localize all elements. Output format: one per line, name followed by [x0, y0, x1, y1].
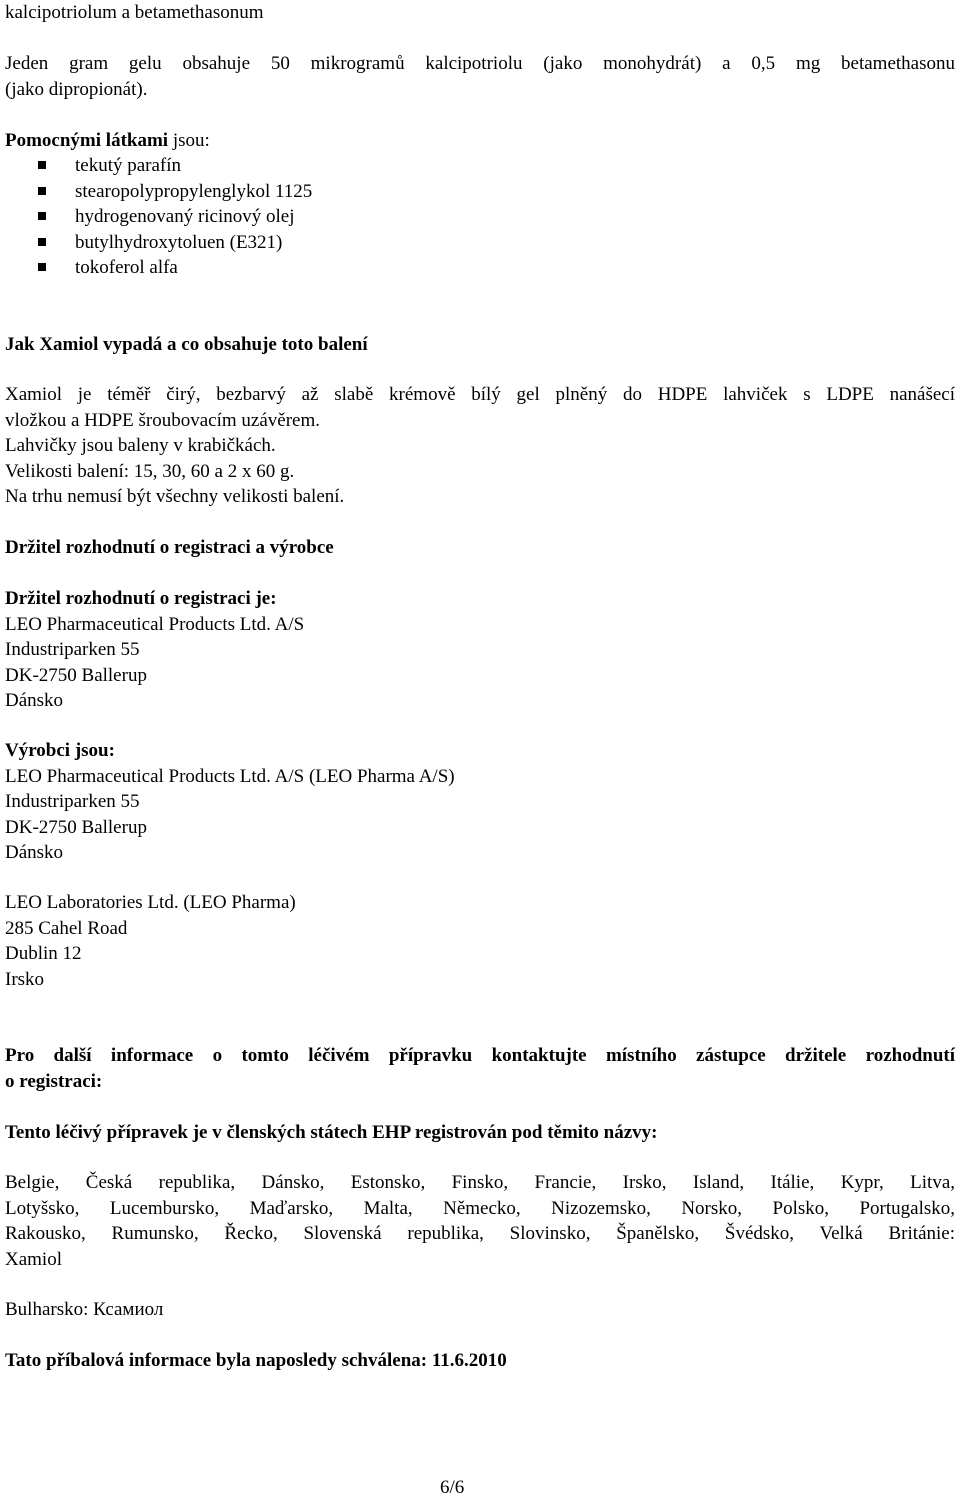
eea-line-1: Belgie, Česká republika, Dánsko, Estonsko, Finsko, Francie, Irsko, Island, Itálie, Kypr, Litva, [5, 1172, 955, 1193]
list-item: tekutý parafín [5, 153, 605, 179]
manufacturer-address-line: LEO Pharmaceutical Products Ltd. A/S (LEO Pharma A/S) [5, 765, 455, 787]
appearance-heading: Jak Xamiol vypadá a co obsahuje toto balení [5, 334, 368, 355]
square-bullet-icon [38, 238, 46, 246]
list-item: hydrogenovaný ricinový olej [5, 204, 605, 230]
square-bullet-icon [38, 212, 46, 220]
excipients-label [5, 128, 955, 154]
list-item: stearopolypropylenglykol 1125 [5, 179, 605, 205]
composition-line-1: Jeden gram gelu obsahuje 50 mikrogramů kalcipotriolu (jako monohydrát) a 0,5 mg betamethasonu [5, 53, 955, 74]
eea-line-4: Xamiol [5, 1248, 62, 1270]
holder-address-line: LEO Pharmaceutical Products Ltd. A/S [5, 613, 305, 635]
product-name: kalcipotriolum a betamethasonum [5, 2, 264, 23]
eea-heading: Tento léčivý přípravek je v členských státech EHP registrován pod těmito názvy: [5, 1122, 658, 1143]
excipients-list [5, 153, 605, 281]
list-item: butylhydroxytoluen (E321) [5, 230, 605, 256]
appearance-line-5: Na trhu nemusí být všechny velikosti balení. [5, 486, 345, 507]
excipients-label-rest: jsou: [168, 130, 210, 151]
square-bullet-icon [38, 161, 46, 169]
manufacturer-address-line: 285 Cahel Road [5, 917, 128, 939]
holder-block [5, 586, 955, 714]
appearance-paragraph [5, 382, 955, 510]
manufacturer-address-line: Dánsko [5, 842, 64, 863]
manufacturer-address-line: Dublin 12 [5, 943, 82, 964]
eea-line-2: Lotyšsko, Lucembursko, Maďarsko, Malta, Německo, Nizozemsko, Norsko, Polsko, Portugalsko, [5, 1197, 955, 1219]
holder-address-line: DK-2750 Ballerup [5, 664, 147, 686]
holder-address-line: Industriparken 55 [5, 639, 140, 660]
list-item: tokoferol alfa [5, 255, 605, 281]
appearance-line-3: Lahvičky jsou baleny v krabičkách. [5, 435, 276, 456]
composition-paragraph [5, 51, 955, 102]
holder-address-line: Dánsko [5, 690, 64, 711]
bulgaria-line: Bulharsko: Ксамиол [5, 1299, 164, 1320]
manufacturers-heading: Výrobci jsou: [5, 740, 115, 761]
eea-countries-paragraph [5, 1170, 955, 1272]
manufacturer-address-line: LEO Laboratories Ltd. (LEO Pharma) [5, 892, 296, 913]
holder-heading: Držitel rozhodnutí o registraci a výrobce [5, 537, 334, 558]
contact-paragraph [5, 1043, 955, 1094]
page-number: 6/6 [440, 1477, 465, 1498]
appearance-line-4: Velikosti balení: 15, 30, 60 a 2 x 60 g. [5, 460, 295, 482]
contact-line-2: o registraci: [5, 1070, 103, 1092]
square-bullet-icon [38, 263, 46, 271]
composition-line-2: (jako dipropionát). [5, 78, 148, 100]
excipients-label-bold: Pomocnými látkami [5, 130, 169, 151]
manufacturers-block [5, 738, 955, 866]
manufacturer-address-line: Irsko [5, 968, 45, 990]
manufacturer-address-line: DK-2750 Ballerup [5, 816, 147, 838]
manufacturer-address-line: Industriparken 55 [5, 791, 140, 812]
approval-date: Tato příbalová informace byla naposledy schválena: 11.6.2010 [5, 1350, 507, 1371]
manufacturer-second-block [5, 890, 955, 992]
contact-line-1: Pro další informace o tomto léčivém přípravku kontaktujte místního zástupce držitele rozhodnutí [5, 1045, 955, 1066]
holder-subheading: Držitel rozhodnutí o registraci je: [5, 588, 277, 609]
square-bullet-icon [38, 187, 46, 195]
eea-line-3: Rakousko, Rumunsko, Řecko, Slovenská republika, Slovinsko, Španělsko, Švédsko, Velká Británie: [5, 1223, 955, 1244]
appearance-line-2: vložkou a HDPE šroubovacím uzávěrem. [5, 409, 320, 431]
appearance-line-1: Xamiol je téměř čirý, bezbarvý až slabě krémově bílý gel plněný do HDPE lahviček s LDPE nanášecí [5, 384, 955, 405]
